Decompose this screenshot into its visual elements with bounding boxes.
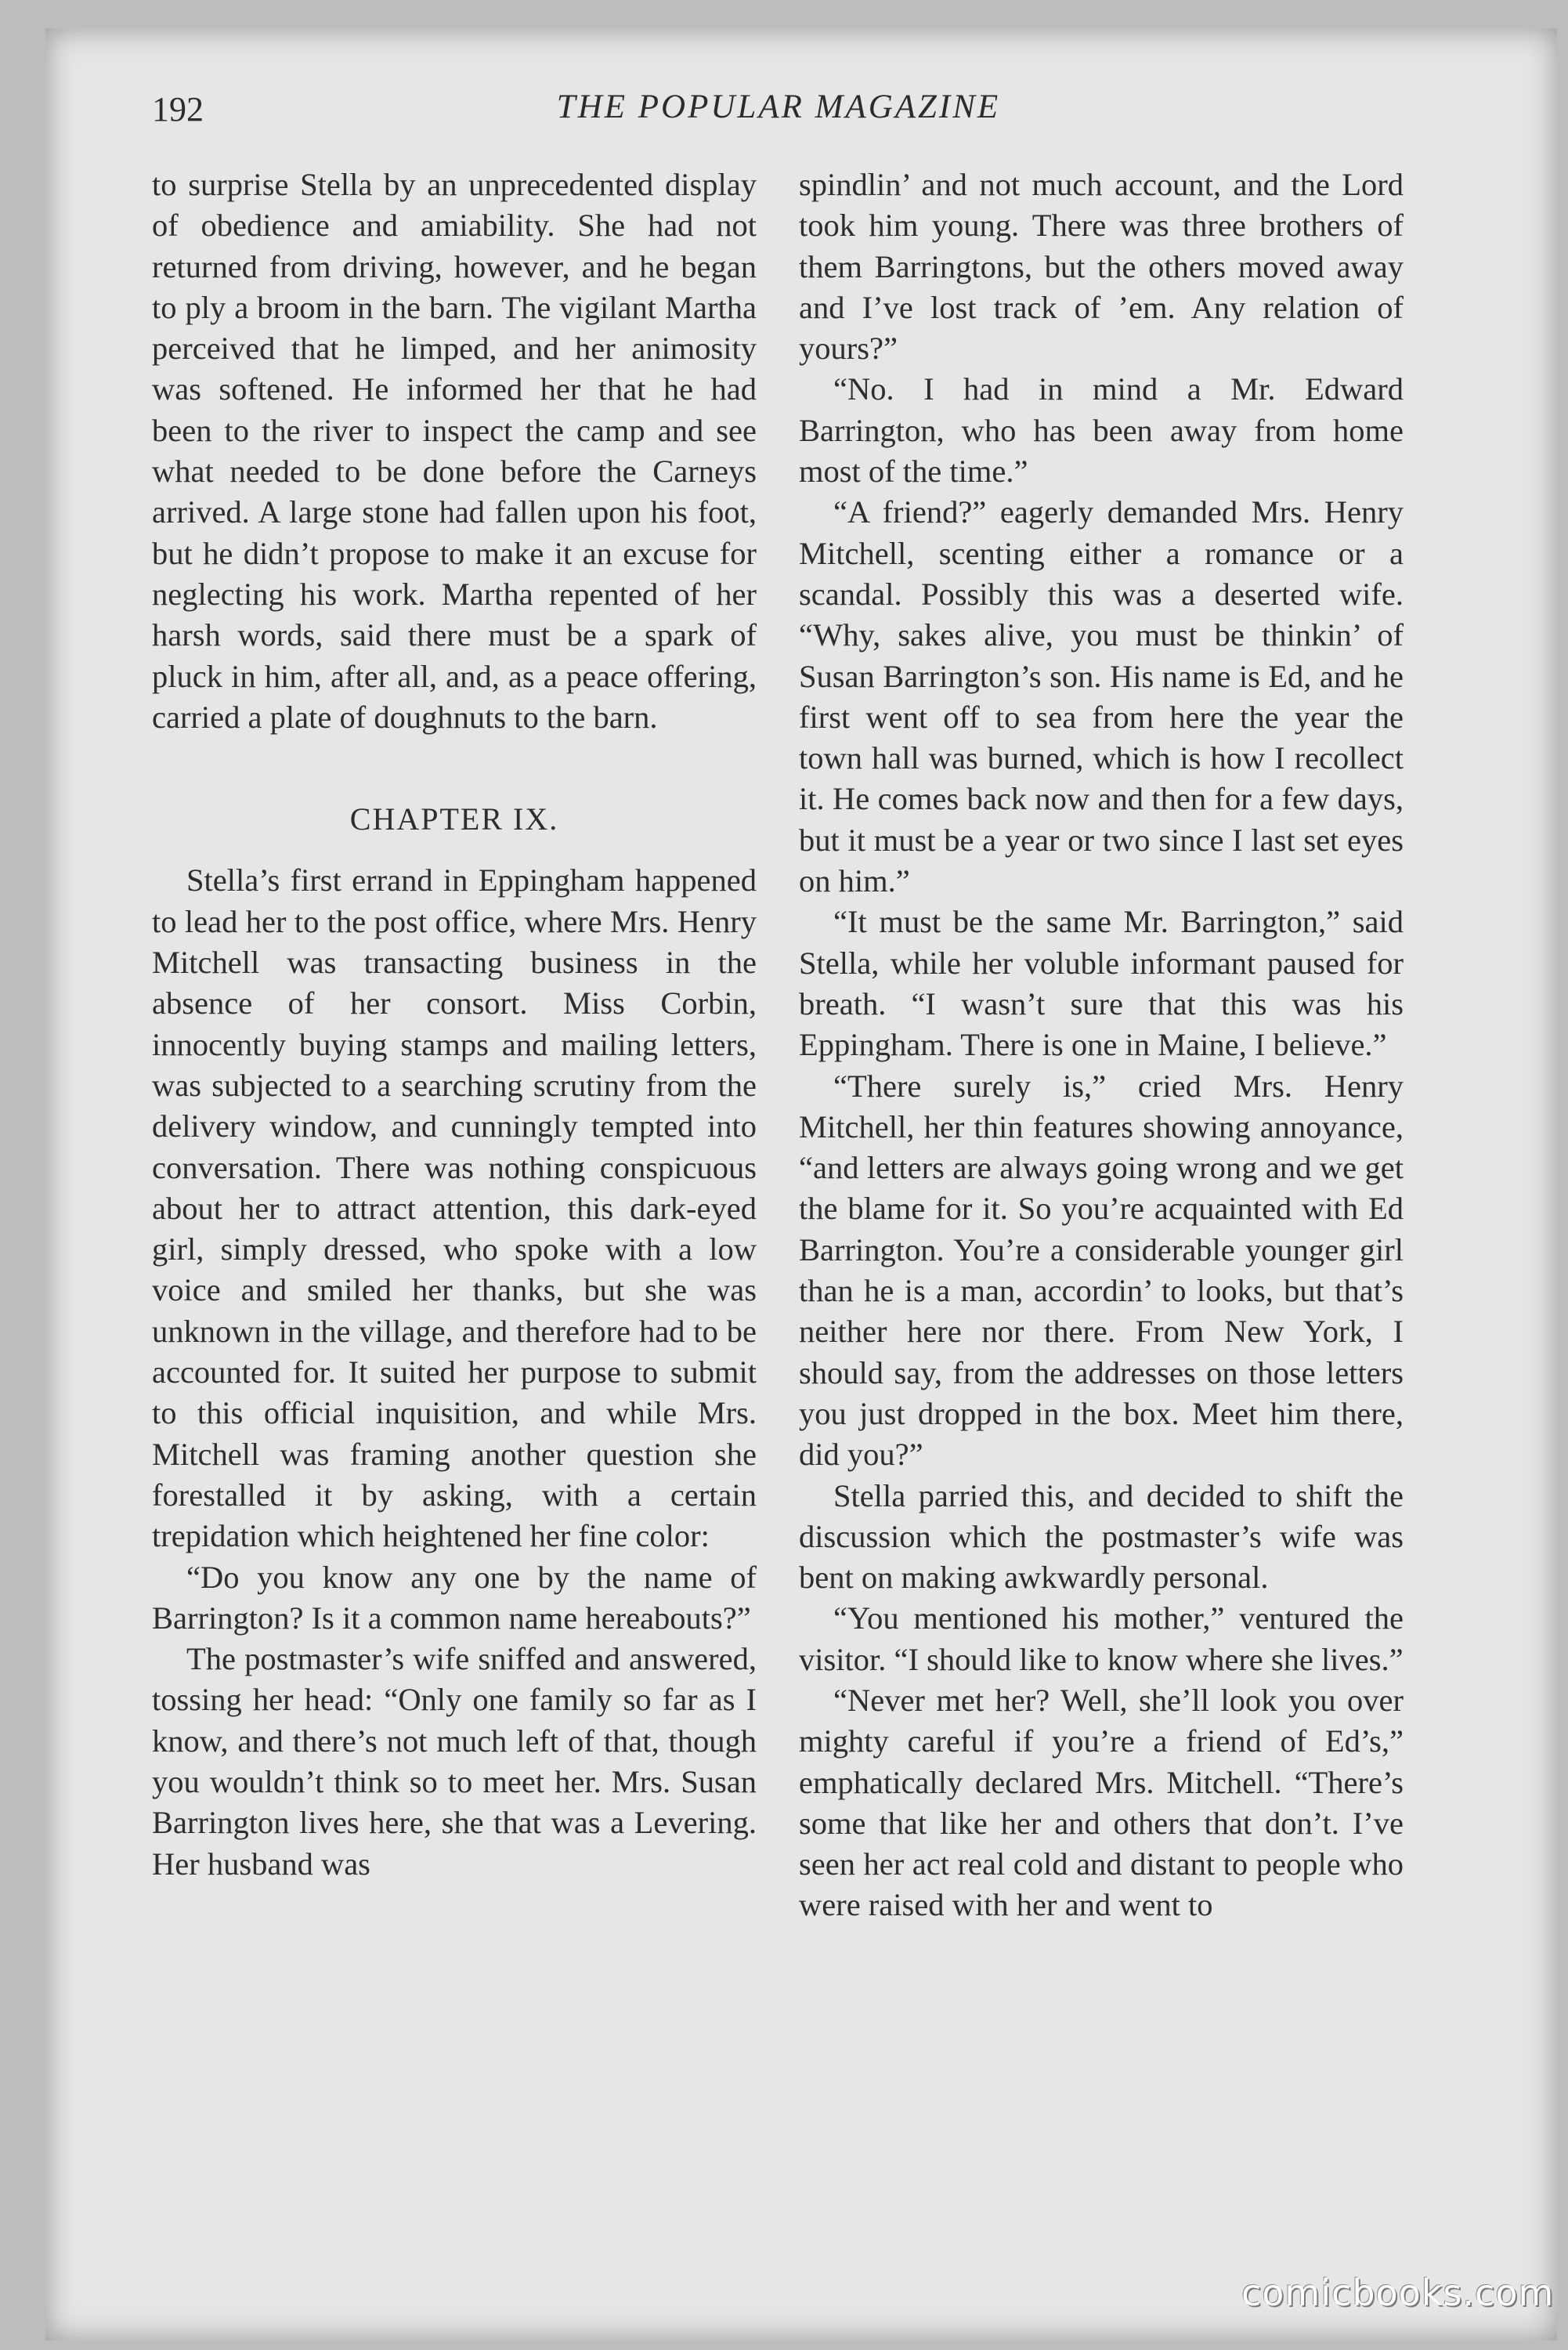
chapter-heading: CHAPTER IX. (349, 801, 559, 837)
paragraph: “It must be the same Mr. Barrington,” said Stella, while her voluble informant paused for breath. “I wasn’t sure that this was his Eppingham. There is one in Maine, I believe.” (799, 904, 1404, 1063)
paragraph: “A friend?” eagerly demanded Mrs. Henry Mitchell, scenting either a romance or a scandal. Possibly this was a deserted wife. “Why, sakes alive, you must be thinkin’ of Susan Barrington’s son. His name is Ed, and he first went off to sea from here the year the town hall was burned, which is how I recollect it. He comes back now and then for a few days, but it must be a year or two since I last set eyes on him.” (799, 494, 1404, 899)
page-header (152, 83, 1405, 146)
paragraph: “You mentioned his mother,” ventured the visitor. “I should like to know where she lives.” (799, 1600, 1404, 1677)
paragraph: “There surely is,” cried Mrs. Henry Mitchell, her thin features showing annoyance, “and letters are always going wrong and we get the blame for it. So you’re acquainted with Ed Barrington. You’re a considerable younger girl than he is a man, accordin’ to looks, but that’s neither here nor there. From New York, I should say, from the addresses on those letters you just dropped in the box. Meet him there, did you?” (799, 1068, 1404, 1473)
watermark: comicbooks.com (1241, 2272, 1555, 2314)
paragraph: “Do you know any one by the name of Barrington? Is it a common name hereabouts?” (152, 1559, 757, 1636)
paragraph: The postmaster’s wife sniffed and answered, tossing her head: “Only one family so far as I know, and there’s not much left of that, though you wouldn’t think so to meet her. Mrs. Susan Barrington lives here, she that was a Levering. Her husband was (152, 1641, 757, 1882)
page-number: 192 (152, 90, 204, 128)
paragraph: spindlin’ and not much account, and the Lord took him young. There was three brothers of them Barringtons, but the others moved away and I’ve lost track of ’em. Any relation of yours?” (799, 167, 1404, 367)
left-column (152, 164, 757, 1885)
paragraph: Stella parried this, and decided to shift the discussion which the postmaster’s wife was bent on making awkwardly personal. (799, 1477, 1404, 1596)
running-head: THE POPULAR MAGAZINE (556, 89, 1001, 125)
paragraph: to surprise Stella by an unprecedented display of obedience and amiability. She had not returned from driving, however, and he began to ply a broom in the barn. The vigilant Martha perceived that he limped, and her animosity was softened. He informed her that he had been to the river to inspect the camp and see what needed to be done before the Carneys arrived. A large stone had fallen upon his foot, but he didn’t propose to make it an excuse for neglecting his work. Martha repented of her harsh words, said there must be a spark of pluck in him, after all, and, as a peace offering, carried a plate of doughnuts to the barn. (152, 167, 757, 735)
right-column (799, 164, 1404, 1926)
paragraph: Stella’s first errand in Eppingham happened to lead her to the post office, where Mrs. Henry Mitchell was transacting business in the absence of her consort. Miss Corbin, innocently buying stamps and mailing letters, was subjected to a searching scrutiny from the delivery window, and cunningly tempted into conversation. There was nothing conspicuous about her to attract attention, this dark-eyed girl, simply dressed, who spoke with a low voice and smiled her thanks, but she was unknown in the village, and therefore had to be accounted for. It suited her purpose to submit to this official inquisition, and while Mrs. Mitchell was framing another question she forestalled it by asking, with a certain trepidation which heightened her fine color: (152, 862, 757, 1554)
paragraph: “No. I had in mind a Mr. Edward Barrington, who has been away from home most of the time.” (799, 371, 1404, 490)
paragraph: “Never met her? Well, she’ll look you over mighty careful if you’re a friend of Ed’s,” emphatically declared Mrs. Mitchell. “There’s some that like her and others that don’t. I’ve seen her act real cold and distant to people who were raised with her and went to (799, 1682, 1404, 1923)
